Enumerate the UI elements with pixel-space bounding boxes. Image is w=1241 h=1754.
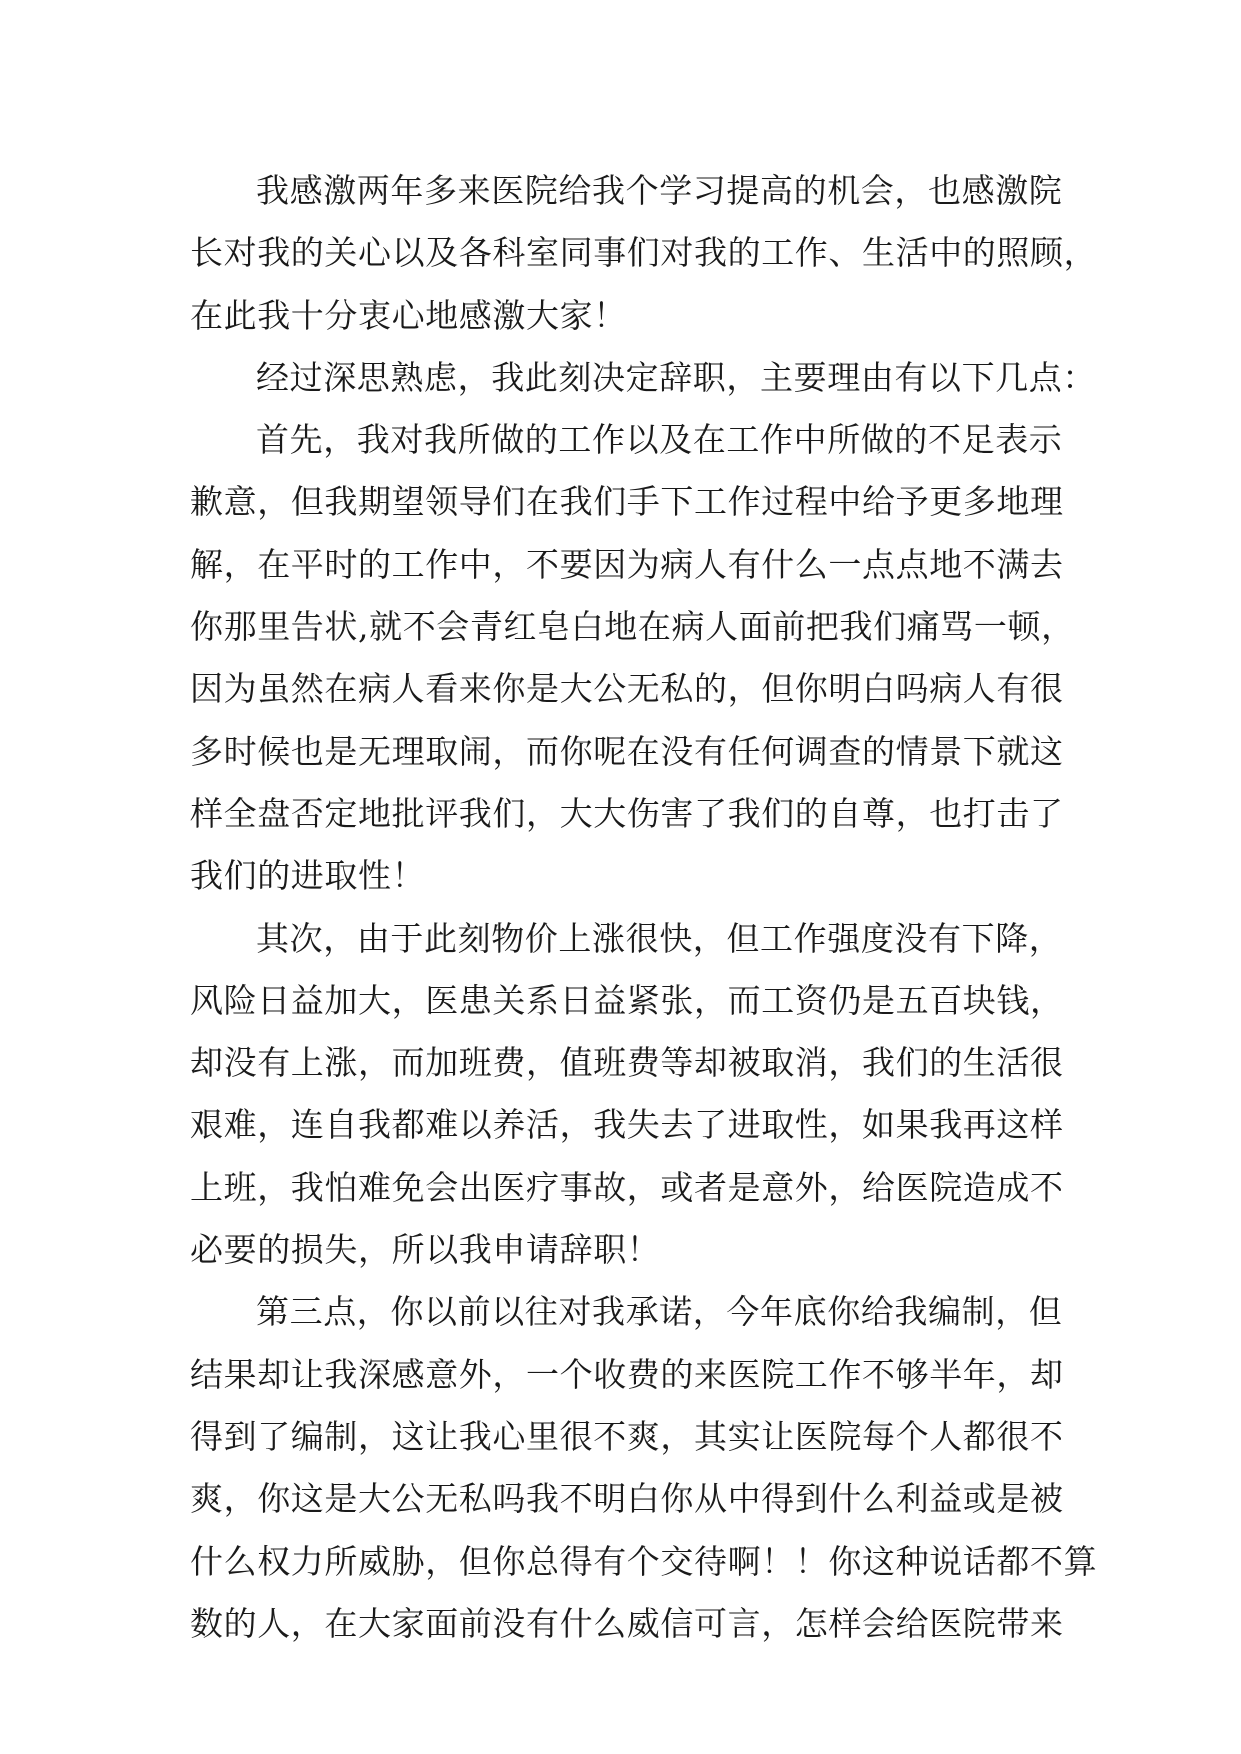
text-line: 经过深思熟虑，我此刻决定辞职，主要理由有以下几点：	[256, 357, 1096, 397]
text-line: 必要的损失，所以我申请辞职！	[190, 1230, 661, 1270]
text-line: 首先，我对我所做的工作以及在工作中所做的不足表示	[256, 420, 1063, 460]
document-body	[190, 160, 1098, 1655]
text-line: 我们的进取性！	[190, 856, 426, 896]
text-line: 数的人，在大家面前没有什么威信可言，怎样会给医院带来	[190, 1603, 1064, 1643]
text-line: 却没有上涨，而加班费，值班费等却被取消，我们的生活很	[190, 1043, 1064, 1083]
text-line: 什么权力所威胁，但你总得有个交待啊！！你这种说话都不算	[190, 1541, 1098, 1581]
text-line: 得到了编制，这让我心里很不爽，其实让医院每个人都很不	[190, 1416, 1064, 1456]
text-line: 样全盘否定地批评我们，大大伤害了我们的自尊，也打击了	[190, 793, 1064, 833]
text-line: 其次，由于此刻物价上涨很快，但工作强度没有下降，	[256, 918, 1063, 958]
text-line: 我感激两年多来医院给我个学习提高的机会，也感激院	[256, 171, 1063, 210]
text-line: 风险日益加大，医患关系日益紧张，而工资仍是五百块钱，	[190, 980, 1064, 1020]
text-line: 多时候也是无理取闹，而你呢在没有任何调查的情景下就这	[190, 731, 1064, 771]
text-line: 歉意，但我期望领导们在我们手下工作过程中给予更多地理	[190, 482, 1064, 522]
text-line: 你那里告状,就不会青红皂白地在病人面前把我们痛骂一顿，	[190, 607, 1075, 647]
text-line: 第三点，你以前以往对我承诺，今年底你给我编制，但	[256, 1292, 1063, 1332]
text-line: 爽，你这是大公无私吗我不明白你从中得到什么利益或是被	[190, 1479, 1064, 1519]
text-line: 解，在平时的工作中，不要因为病人有什么一点点地不满去	[190, 544, 1064, 584]
text-line: 结果却让我深感意外，一个收费的来医院工作不够半年，却	[190, 1354, 1064, 1394]
text-line: 艰难，连自我都难以养活，我失去了进取性，如果我再这样	[190, 1105, 1064, 1145]
text-line: 长对我的关心以及各科室同事们对我的工作、生活中的照顾，	[190, 233, 1098, 273]
text-line: 上班，我怕难免会出医疗事故，或者是意外，给医院造成不	[190, 1167, 1064, 1207]
text-line: 因为虽然在病人看来你是大公无私的，但你明白吗病人有很	[190, 669, 1064, 709]
text-line: 在此我十分衷心地感激大家！	[190, 295, 627, 335]
